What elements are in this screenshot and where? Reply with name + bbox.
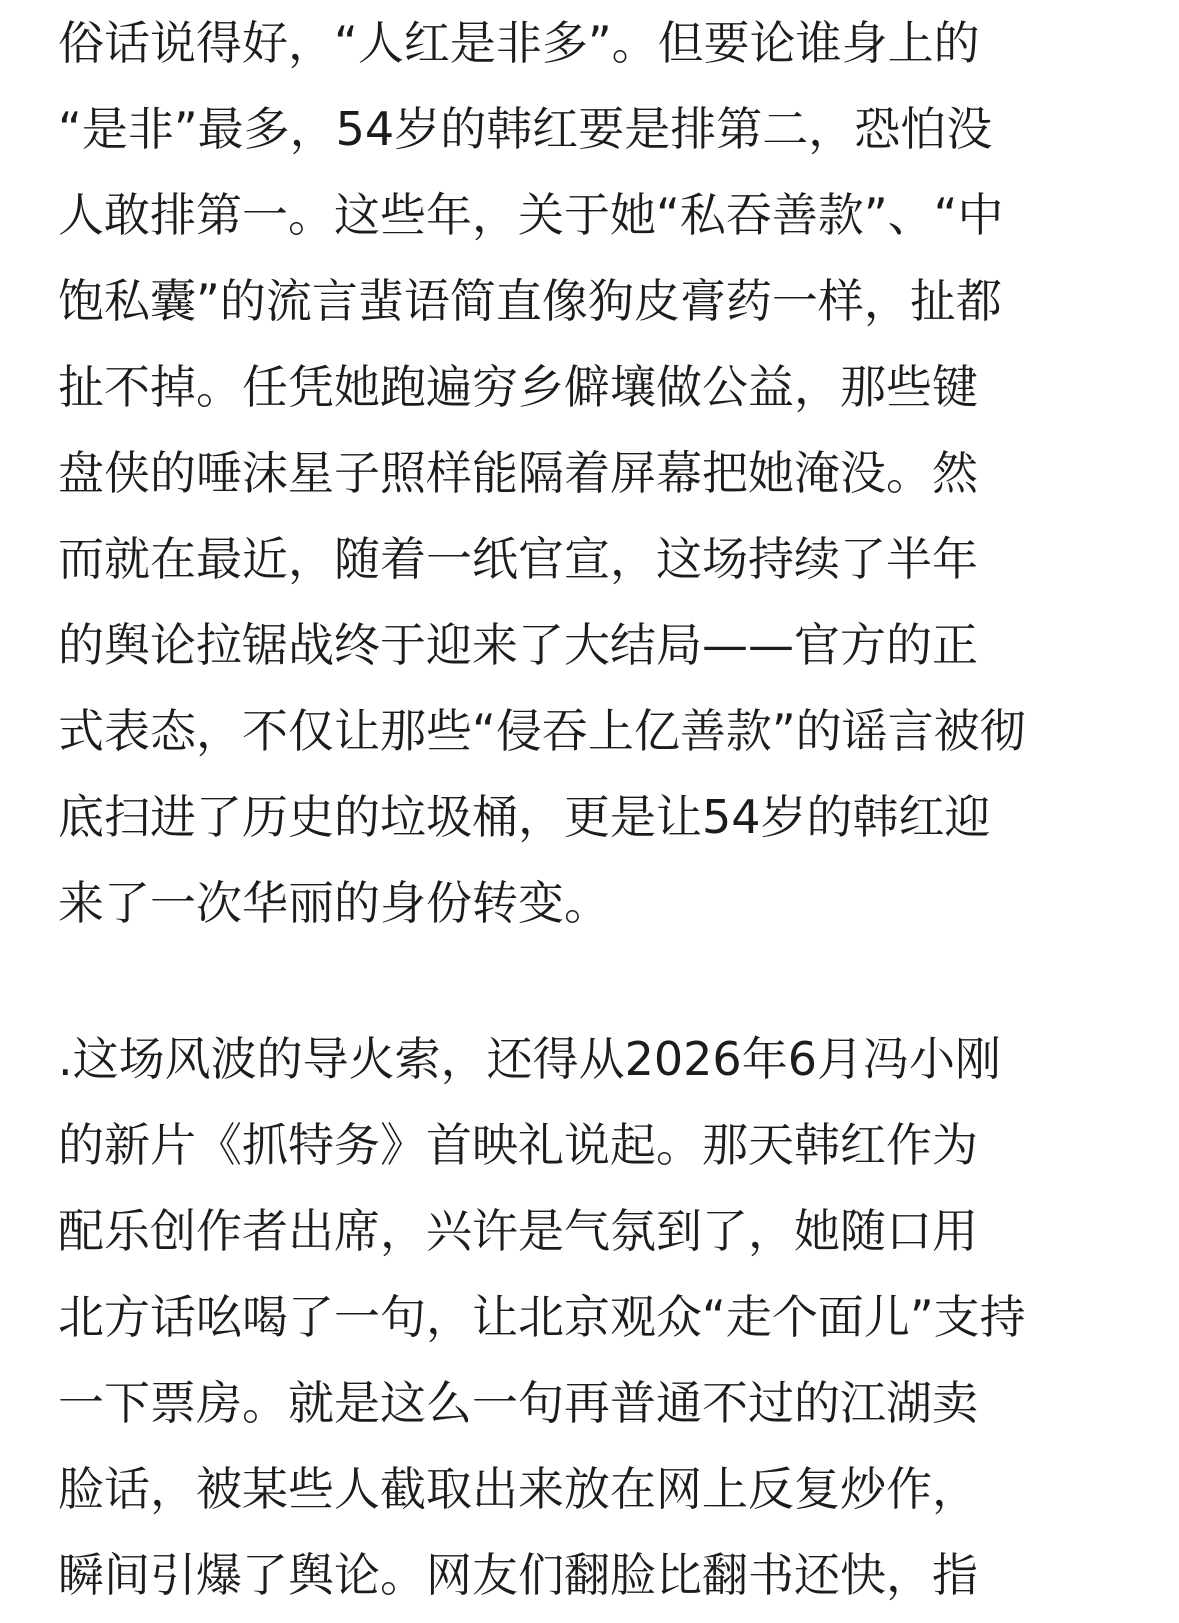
text-line: 饱私囊”的流言蜚语简直像狗皮膏药一样，扯都 <box>58 274 1002 328</box>
article-paragraph-2 <box>58 1016 1092 1618</box>
text-line: 一下票房。就是这么一句再普通不过的江湖卖 <box>58 1376 978 1430</box>
text-line: “是非”最多，54岁的韩红要是排第二，恐怕没 <box>58 102 993 156</box>
text-line: 而就在最近，随着一纸官宣，这场持续了半年 <box>58 532 978 586</box>
text-line: 来了一次华丽的身份转变。 <box>58 876 610 930</box>
text-line: .这场风波的导火索，还得从2026年6月冯小刚 <box>58 1032 1001 1086</box>
text-line: 瞬间引爆了舆论。网友们翻脸比翻书还快，指 <box>58 1548 978 1602</box>
text-line: 扯不掉。任凭她跑遍穷乡僻壤做公益，那些键 <box>58 360 978 414</box>
article-paragraph-1 <box>58 0 1092 946</box>
text-line: 北方话吆喝了一句，让北京观众“走个面儿”支持 <box>58 1290 1026 1344</box>
text-line: 的舆论拉锯战终于迎来了大结局——官方的正 <box>58 618 978 672</box>
text-line: 人敢排第一。这些年，关于她“私吞善款”、“中 <box>58 188 1004 242</box>
text-line: 底扫进了历史的垃圾桶，更是让54岁的韩红迎 <box>58 790 991 844</box>
text-line: 脸话，被某些人截取出来放在网上反复炒作， <box>58 1462 978 1516</box>
text-line: 式表态，不仅让那些“侵吞上亿善款”的谣言被彻 <box>58 704 1026 758</box>
text-line: 的新片《抓特务》首映礼说起。那天韩红作为 <box>58 1118 978 1172</box>
text-line: 配乐创作者出席，兴许是气氛到了，她随口用 <box>58 1204 978 1258</box>
text-line: 盘侠的唾沫星子照样能隔着屏幕把她淹没。然 <box>58 446 978 500</box>
text-line: 俗话说得好，“人红是非多”。但要论谁身上的 <box>58 16 980 70</box>
